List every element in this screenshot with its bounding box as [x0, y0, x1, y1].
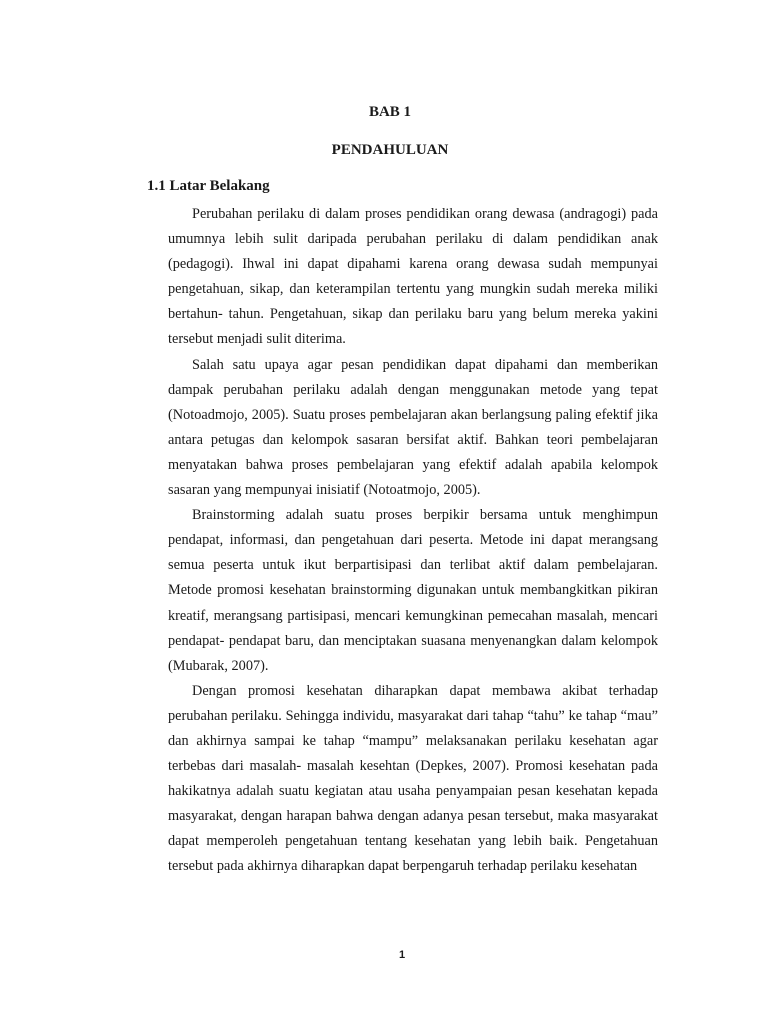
section-heading: 1.1 Latar Belakang [147, 178, 270, 194]
paragraph-1: Perubahan perilaku di dalam proses pendidikan orang dewasa (andragogi) pada umumnya lebih sulit daripada perubahan perilaku di dalam pendidikan anak (pedagogi). Ihwal ini dapat dipahami karena orang dewasa sudah mempunyai pengetahuan, sikap, dan keterampilan tertentu yang mungkin sudah mereka miliki bertahun- tahun. Pengetahuan, sikap dan perilaku baru yang belum mereka yakini tersebut menjadi sulit diterima. [168, 206, 658, 348]
body-text [168, 202, 658, 880]
chapter-number: BAB 1 [368, 104, 412, 120]
chapter-title: PENDAHULUAN [331, 142, 449, 158]
page-number: 1 [398, 949, 406, 961]
paragraph-4: Dengan promosi kesehatan diharapkan dapat membawa akibat terhadap perubahan perilaku. Sehingga individu, masyarakat dari tahap “tahu” ke tahap “mau” dan akhirnya sampai ke tahap “mampu” melaksanakan perilaku kesehatan agar terbebas dari masalah- masalah kesehtan (Depkes, 2007). Promosi kesehatan pada hakikatnya adalah suatu kegiatan atau usaha penyampaian pesan kesehatan kepada masyarakat, dengan harapan bahwa dengan adanya pesan tersebut, maka masyarakat dapat memperoleh pengetahuan tentang kesehatan yang lebih baik. Pengetahuan tersebut pada akhirnya diharapkan dapat berpengaruh terhadap perilaku kesehatan [168, 682, 658, 875]
paragraph-2: Salah satu upaya agar pesan pendidikan dapat dipahami dan memberikan dampak perubahan perilaku adalah dengan menggunakan metode yang tepat (Notoadmojo, 2005). Suatu proses pembelajaran akan berlangsung paling efektif jika antara petugas dan kelompok sasaran bersifat aktif. Bahkan teori pembelajaran menyatakan bahwa proses pembelajaran yang efektif adalah apabila kelompok sasaran yang mempunyai inisiatif (Notoatmojo, 2005). [168, 356, 658, 499]
paragraph-3: Brainstorming adalah suatu proses berpikir bersama untuk menghimpun pendapat, informasi, dan pengetahuan dari peserta. Metode ini dapat merangsang semua peserta untuk ikut berpartisipasi dan terlibat aktif dalam pembelajaran. Metode promosi kesehatan brainstorming digunakan untuk membangkitkan pikiran kreatif, merangsang partisipasi, mencari kemungkinan pemecahan masalah, mencari pendapat- pendapat baru, dan menciptakan suasana menyenangkan dalam kelompok (Mubarak, 2007). [168, 507, 658, 674]
